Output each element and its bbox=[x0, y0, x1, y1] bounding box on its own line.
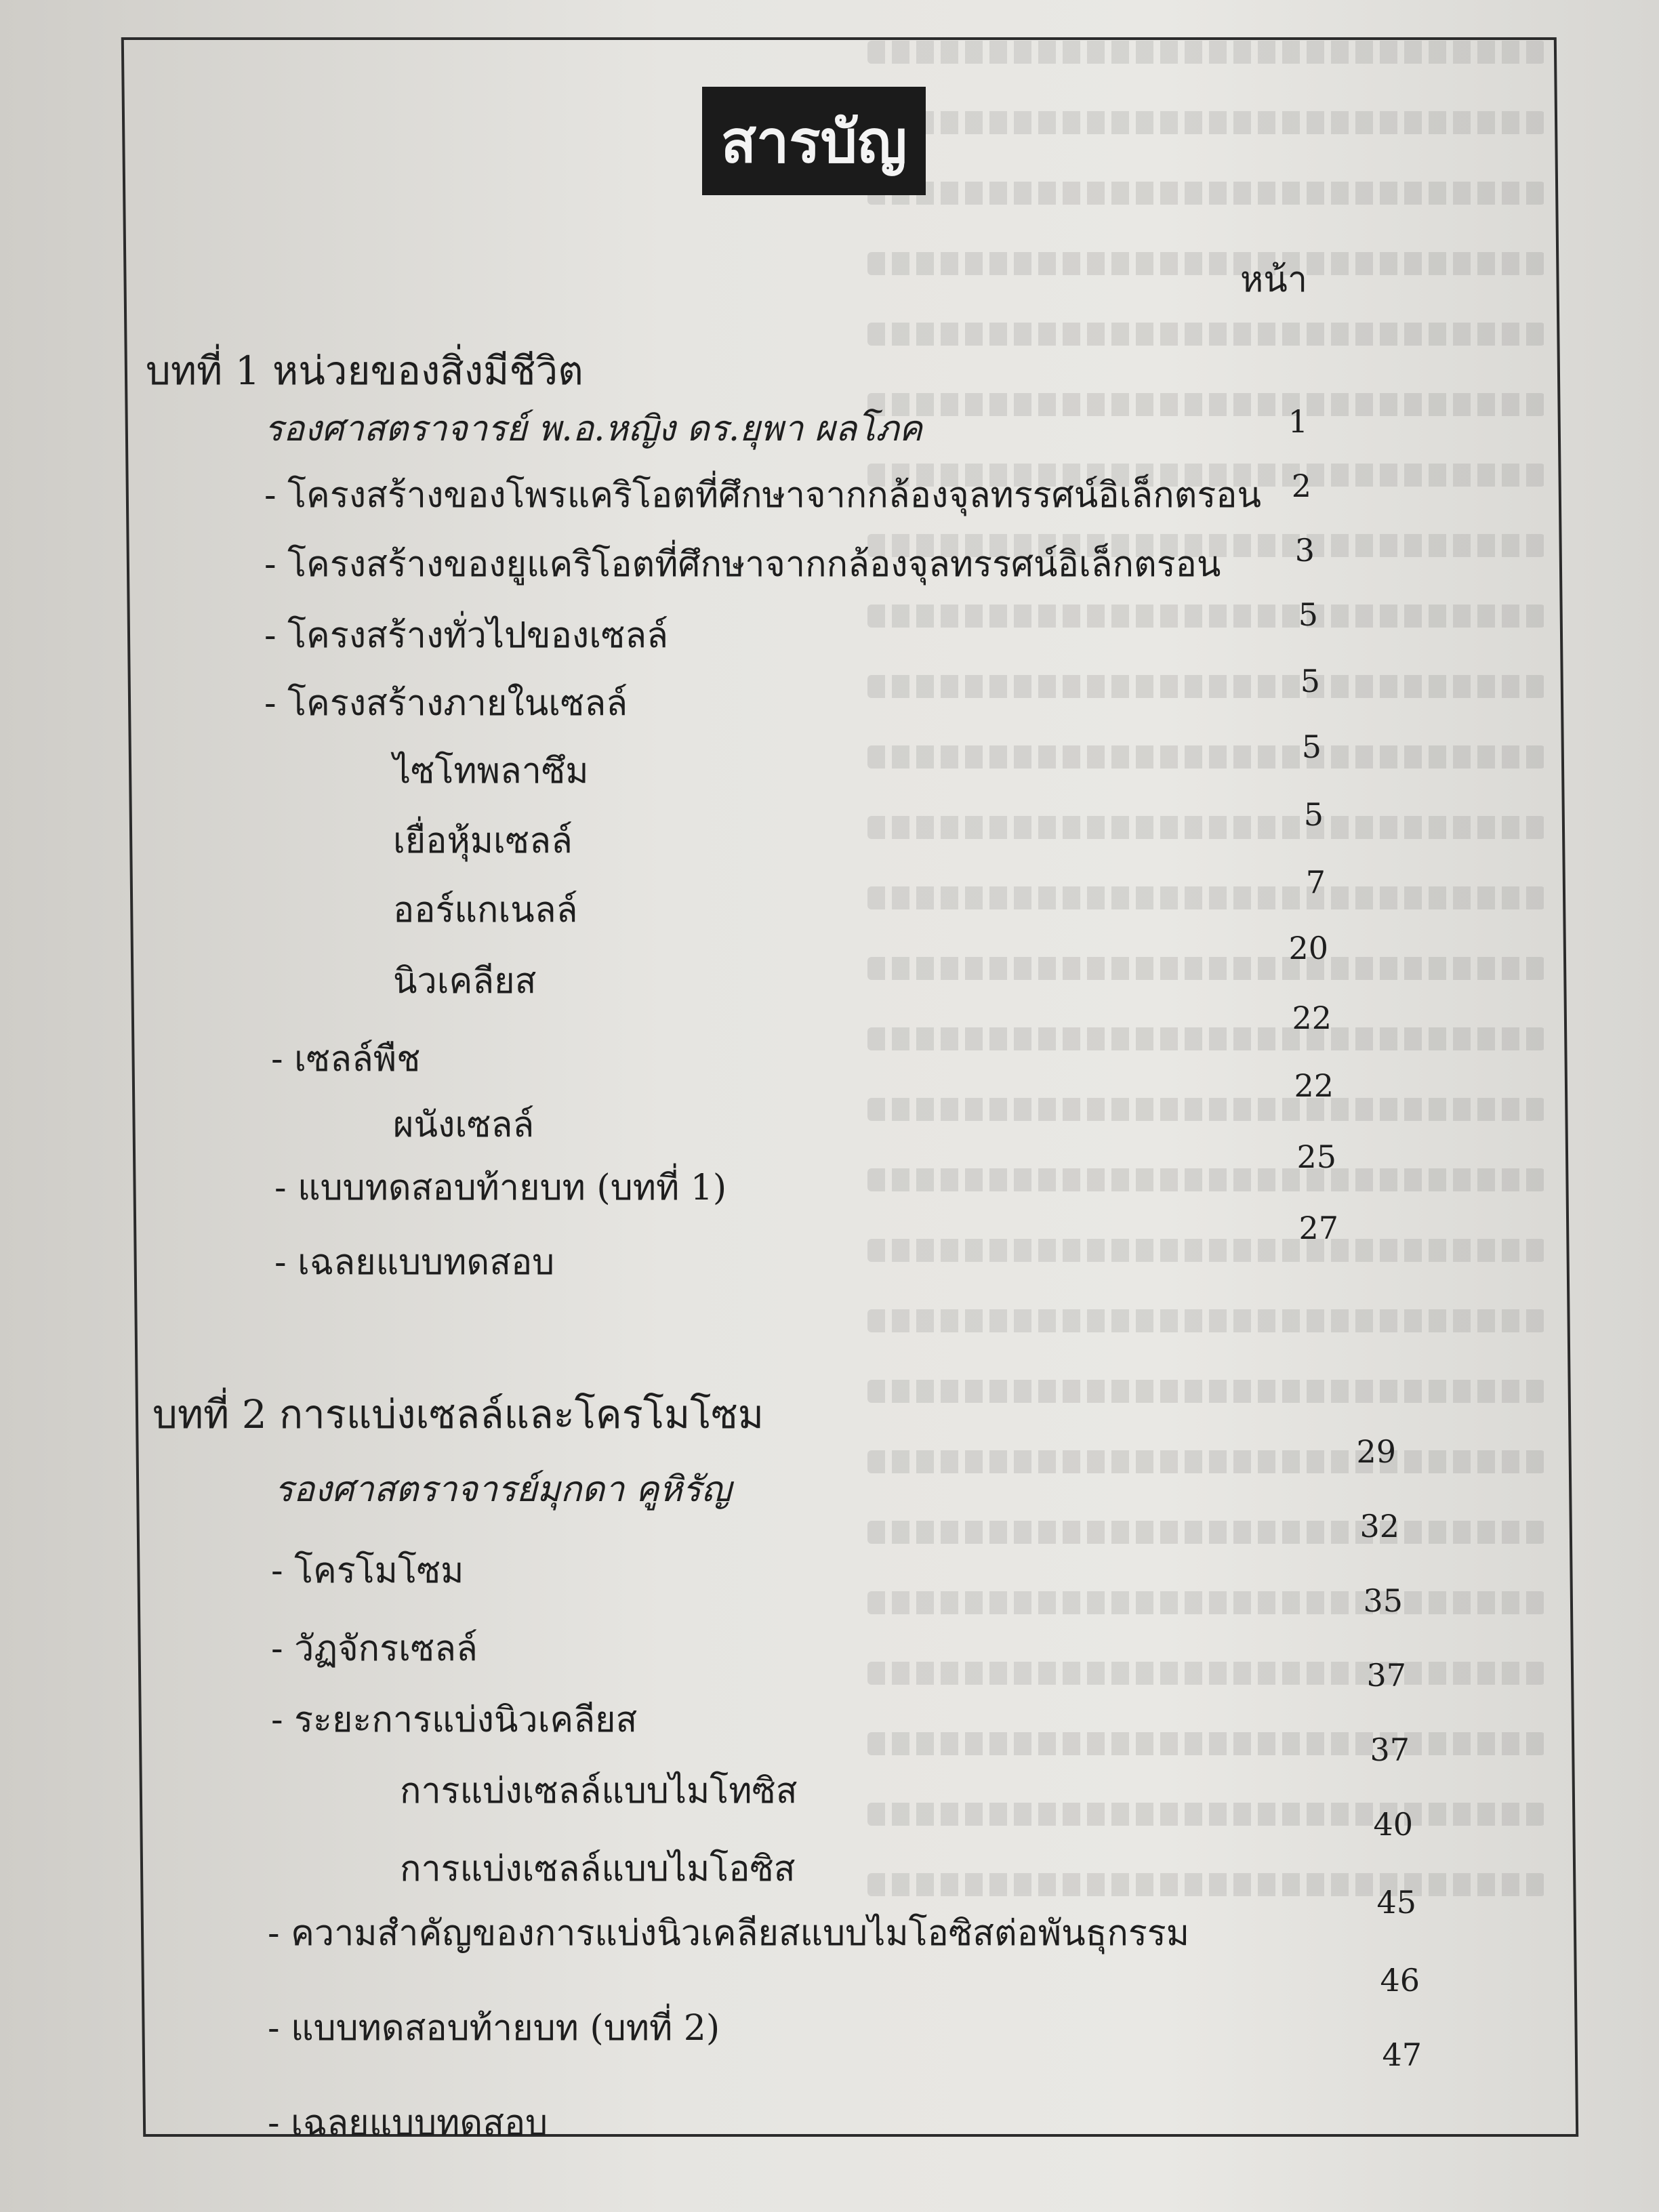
chapter-2-title: บทที่ 2 การแบ่งเซลล์และโครโมโซม bbox=[152, 1391, 764, 1437]
toc-subitem: ผนังเซลล์ bbox=[393, 1105, 535, 1145]
toc-item: - โครงสร้างภายในเซลล์ bbox=[264, 683, 628, 724]
page-number: 35 bbox=[1363, 1582, 1403, 1619]
chapter-1-title: บทที่ 1 หน่วยของสิ่งมีชีวิต bbox=[146, 348, 583, 394]
page-number: 37 bbox=[1370, 1732, 1410, 1768]
page-number: 40 bbox=[1373, 1806, 1413, 1843]
page-number: 5 bbox=[1301, 729, 1322, 765]
toc-item: - โครงสร้างของยูแคริโอตที่ศึกษาจากกล้องจุลทรรศน์อิเล็กตรอน bbox=[264, 544, 1221, 585]
page-number: 22 bbox=[1292, 1000, 1332, 1036]
toc-subitem: ออร์แกเนลล์ bbox=[393, 890, 578, 930]
page-number: 5 bbox=[1300, 663, 1320, 699]
page-number: 32 bbox=[1359, 1508, 1399, 1544]
toc-item: - แบบทดสอบท้ายบท (บทที่ 1) bbox=[274, 1168, 727, 1208]
page-number: 5 bbox=[1303, 796, 1324, 833]
toc-subitem: เยื่อหุ้มเซลล์ bbox=[393, 821, 573, 861]
toc-subitem: การแบ่งเซลล์แบบไมโอซิส bbox=[400, 1849, 796, 1889]
page-number: 3 bbox=[1294, 532, 1315, 569]
page-number: 47 bbox=[1382, 2036, 1422, 2073]
page-number: 2 bbox=[1291, 468, 1311, 504]
page-number: 25 bbox=[1296, 1139, 1336, 1175]
toc-item: - ความสำคัญของการแบ่งนิวเคลียสแบบไมโอซิสต่อพันธุกรรม bbox=[268, 1913, 1189, 1954]
toc-item: - เฉลยแบบทดสอบ bbox=[274, 1242, 555, 1283]
toc-item: - โครงสร้างทั่วไปของเซลล์ bbox=[264, 615, 668, 656]
toc-subitem: การแบ่งเซลล์แบบไมโทซิส bbox=[400, 1771, 798, 1811]
chapter-2-author: รองศาสตราจารย์มุกดา คูหิรัญ bbox=[274, 1469, 732, 1510]
page-number: 27 bbox=[1298, 1210, 1338, 1246]
page-number: 22 bbox=[1294, 1067, 1334, 1104]
page-number: 7 bbox=[1305, 864, 1326, 901]
page-number: 20 bbox=[1288, 930, 1328, 966]
toc-item: - เซลล์พืช bbox=[271, 1039, 421, 1080]
toc-item: - วัฏจักรเซลล์ bbox=[271, 1629, 478, 1669]
toc-item: - ระยะการแบ่งนิวเคลียส bbox=[271, 1700, 638, 1740]
page-number: 29 bbox=[1356, 1433, 1396, 1470]
page-number: 1 bbox=[1288, 403, 1308, 440]
page-number: 37 bbox=[1366, 1657, 1406, 1694]
page-number: 45 bbox=[1376, 1884, 1416, 1921]
toc-item: - โครงสร้างของโพรแคริโอตที่ศึกษาจากกล้องจุลทรรศน์อิเล็กตรอน bbox=[264, 475, 1262, 516]
chapter-1-author: รองศาสตราจารย์ พ.อ.หญิง ดร.ยุพา ผลโภค bbox=[264, 409, 923, 449]
toc-subitem: ไซโทพลาซึม bbox=[393, 751, 589, 792]
toc-subitem: นิวเคลียส bbox=[393, 961, 537, 1002]
page-number: 5 bbox=[1298, 596, 1318, 633]
page-title: สารบัญ bbox=[702, 87, 926, 195]
toc-item: - แบบทดสอบท้ายบท (บทที่ 2) bbox=[268, 2008, 720, 2049]
toc-item: - เฉลยแบบทดสอบ bbox=[268, 2103, 548, 2144]
page-number: 46 bbox=[1380, 1962, 1420, 1999]
page-column-header: หน้า bbox=[1240, 260, 1308, 300]
toc-item: - โครโมโซม bbox=[271, 1551, 464, 1591]
